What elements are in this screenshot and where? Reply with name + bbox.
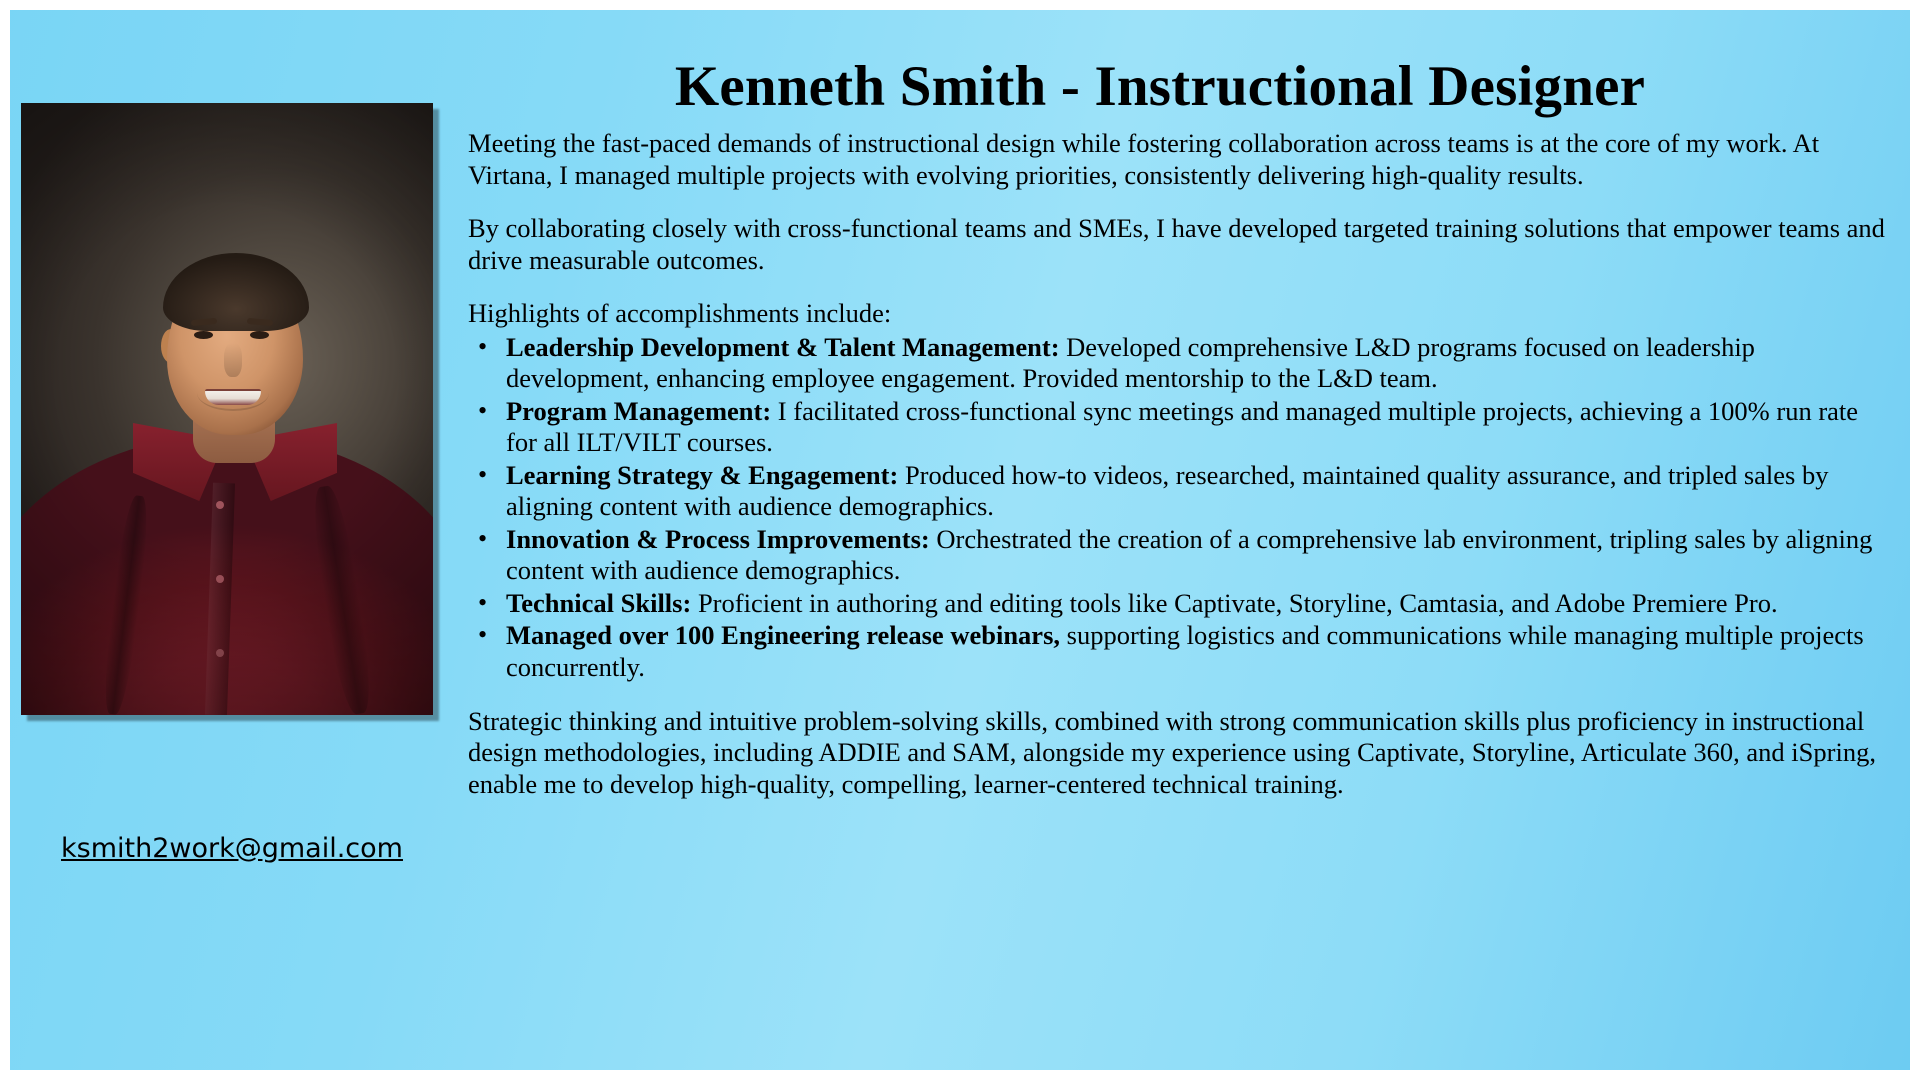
list-item-text: I facilitated cross-functional sync meetings and managed multiple projects, achieving a 100% run rate for all ILT/VILT courses. [506,395,1859,458]
list-item [468,460,1892,523]
list-item-heading: Technical Skills: [506,587,692,618]
list-item-heading: Program Management: [506,395,772,426]
list-item-text: Developed comprehensive L&D programs focused on leadership development, enhancing employee engagement. Provided mentorship to the L&D team. [506,331,1755,394]
page-title: Kenneth Smith - Instructional Designer [674,55,1646,119]
list-item-heading: Innovation & Process Improvements: [506,523,930,554]
portrait-photo [21,103,433,719]
photo-vignette [21,103,433,715]
list-item-text: Produced how-to videos, researched, maintained quality assurance, and tripled sales by aligning content with audience demographics. [506,459,1829,522]
slide-border-left [0,0,10,1080]
list-item-text: Proficient in authoring and editing tools like Captivate, Storyline, Camtasia, and Adobe Premiere Pro. [691,587,1778,618]
list-item-text: Orchestrated the creation of a comprehensive lab environment, tripling sales by aligning content with audience demographics. [506,523,1873,586]
slide-border-top [0,0,1920,10]
list-item-heading: Leadership Development & Talent Management: [506,331,1060,362]
resume-body [468,128,1892,822]
slide-border-bottom [0,1070,1920,1080]
intro-paragraph: Meeting the fast-paced demands of instructional design while fostering collaboration across teams is at the core of my work. At Virtana, I managed multiple projects with evolving priorities, consistently delivering high-quality results. [468,128,1820,190]
highlights-list [468,332,1892,684]
list-item [468,524,1892,587]
bullet-icon: • [478,523,488,553]
bullet-icon: • [478,395,488,425]
highlights-lead-in: Highlights of accomplishments include: [468,298,892,329]
list-item [468,620,1892,683]
portrait-frame [21,103,433,715]
list-item-heading: Learning Strategy & Engagement: [506,459,899,490]
list-item-heading: Managed over 100 Engineering release webinars, [506,620,1061,651]
collaboration-paragraph: By collaborating closely with cross-functional teams and SMEs, I have developed targeted training solutions that empower teams and drive measurable outcomes. [468,213,1885,275]
bullet-icon: • [478,620,488,650]
list-item [468,332,1892,395]
email-link[interactable]: ksmith2work@gmail.com [61,833,403,864]
bullet-icon: • [478,587,488,617]
list-item [468,396,1892,459]
list-item-text: supporting logistics and communications while managing multiple projects concurrently. [506,620,1864,682]
bullet-icon: • [478,331,488,361]
bullet-icon: • [478,459,488,489]
slide-border-right [1910,0,1920,1080]
list-item [468,588,1892,620]
closing-paragraph: Strategic thinking and intuitive problem-solving skills, combined with strong communication skills plus proficiency in instructional design methodologies, including ADDIE and SAM, alongside my experience using Captivate, Storyline, Articulate 360, and iSpring, enable me to develop high-quality, compelling, learner-centered technical training. [468,705,1876,799]
